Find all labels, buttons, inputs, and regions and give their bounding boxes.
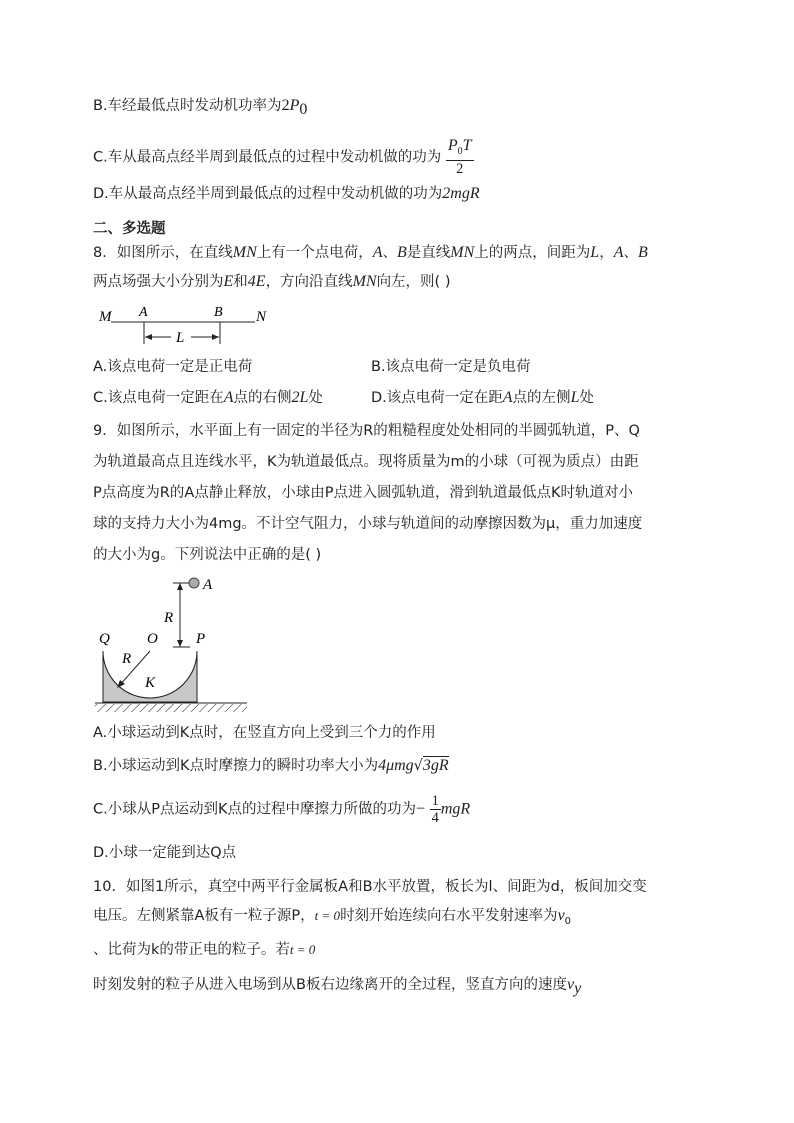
q8-option-a: A.该点电荷一定是正电荷 [93,359,253,375]
fraction: $\frac{P_0T}{2}$ [447,137,472,177]
q8-option-d: D.该点电荷一定在距A点的左侧L处 [371,389,594,406]
label-r-radius: R [122,651,132,667]
fraction: $\frac{1}{4}$ [431,793,439,826]
q10-stem-line3: 、比荷为k的带正电的粒子。若t = 0 [93,942,316,958]
q9-option-c: C.小球从P点运动到K点的过程中摩擦力所做的功为− $\frac{1}{4}$ mgR [93,793,471,826]
label-r-vertical: R [164,610,174,626]
q9-option-d: D.小球一定能到达Q点 [93,845,237,861]
label-m: M [99,309,112,325]
label-q: Q [99,631,110,647]
q8-option-b: B.该点电荷一定是负电荷 [371,359,531,375]
q9-stem-line1: 9．如图所示，水平面上有一固定的半径为R的粗糙程度处处相同的半圆弧轨道，P、Q [93,423,640,439]
q8-stem-line2: 两点场强大小分别为E和4E，方向沿直线MN向左，则( ) [93,273,451,290]
label-p: P [196,631,206,647]
q8-option-c: C.该点电荷一定距在A点的右侧2L处 [93,389,323,406]
q9-stem-line2: 为轨道最高点且连线水平，K为轨道最低点。现将质量为m的小球（可视为质点）由距 [93,454,639,470]
q9-track-figure [93,572,253,717]
q7-option-c: C.车从最高点经半周到最低点的过程中发动机做的功为 $\frac{P_0T}{2}$ [93,137,472,177]
q9-stem-line4: 球的支持力大小为4mg。不计空气阻力，小球与轨道间的动摩擦因数为μ，重力加速度 [93,516,643,532]
section-title: 二、多选题 [93,221,166,237]
label-a: A [203,577,213,593]
label-n: N [256,309,267,325]
q9-stem-line3: P点高度为R的A点静止释放，小球由P点进入圆弧轨道，滑到轨道最低点K时轨道对小 [93,485,633,501]
label-k: K [145,675,156,691]
q7-option-b: B.车经最低点时发动机功率为$2P_0$ [93,97,308,118]
q10-stem-line2: 电压。左侧紧靠A板有一粒子源P，t = 0时刻开始连续向右水平发射速率为$v_0$ [93,907,572,927]
q8-line-figure [93,300,283,352]
label-a: A [139,305,148,320]
q8-stem-line1: 8．如图所示，在直线MN上有一个点电荷，A、B是直线MN上的两点，间距为L，A、B [93,244,648,261]
label-o: O [147,631,158,647]
label-l: L [176,330,185,346]
q9-option-a: A.小球运动到K点时，在竖直方向上受到三个力的作用 [93,725,436,741]
q10-stem-line4: 时刻发射的粒子从进入电场到从B板右边缘离开的全过程，竖直方向的速度$v_y$ [93,976,582,997]
q7-option-d: D.车从最高点经半周到最低点的过程中发动机做的功为2mgR [93,185,480,202]
q10-stem-line1: 10．如图1所示，真空中两平行金属板A和B水平放置，板长为l、间距为d，板间加交变 [93,879,647,895]
label-b: B [214,305,223,320]
q9-stem-line5: 的大小为g。下列说法中正确的是( ) [93,547,322,563]
q9-option-b: B.小球运动到K点时摩擦力的瞬时功率大小为4μmg√3gR [93,757,449,774]
